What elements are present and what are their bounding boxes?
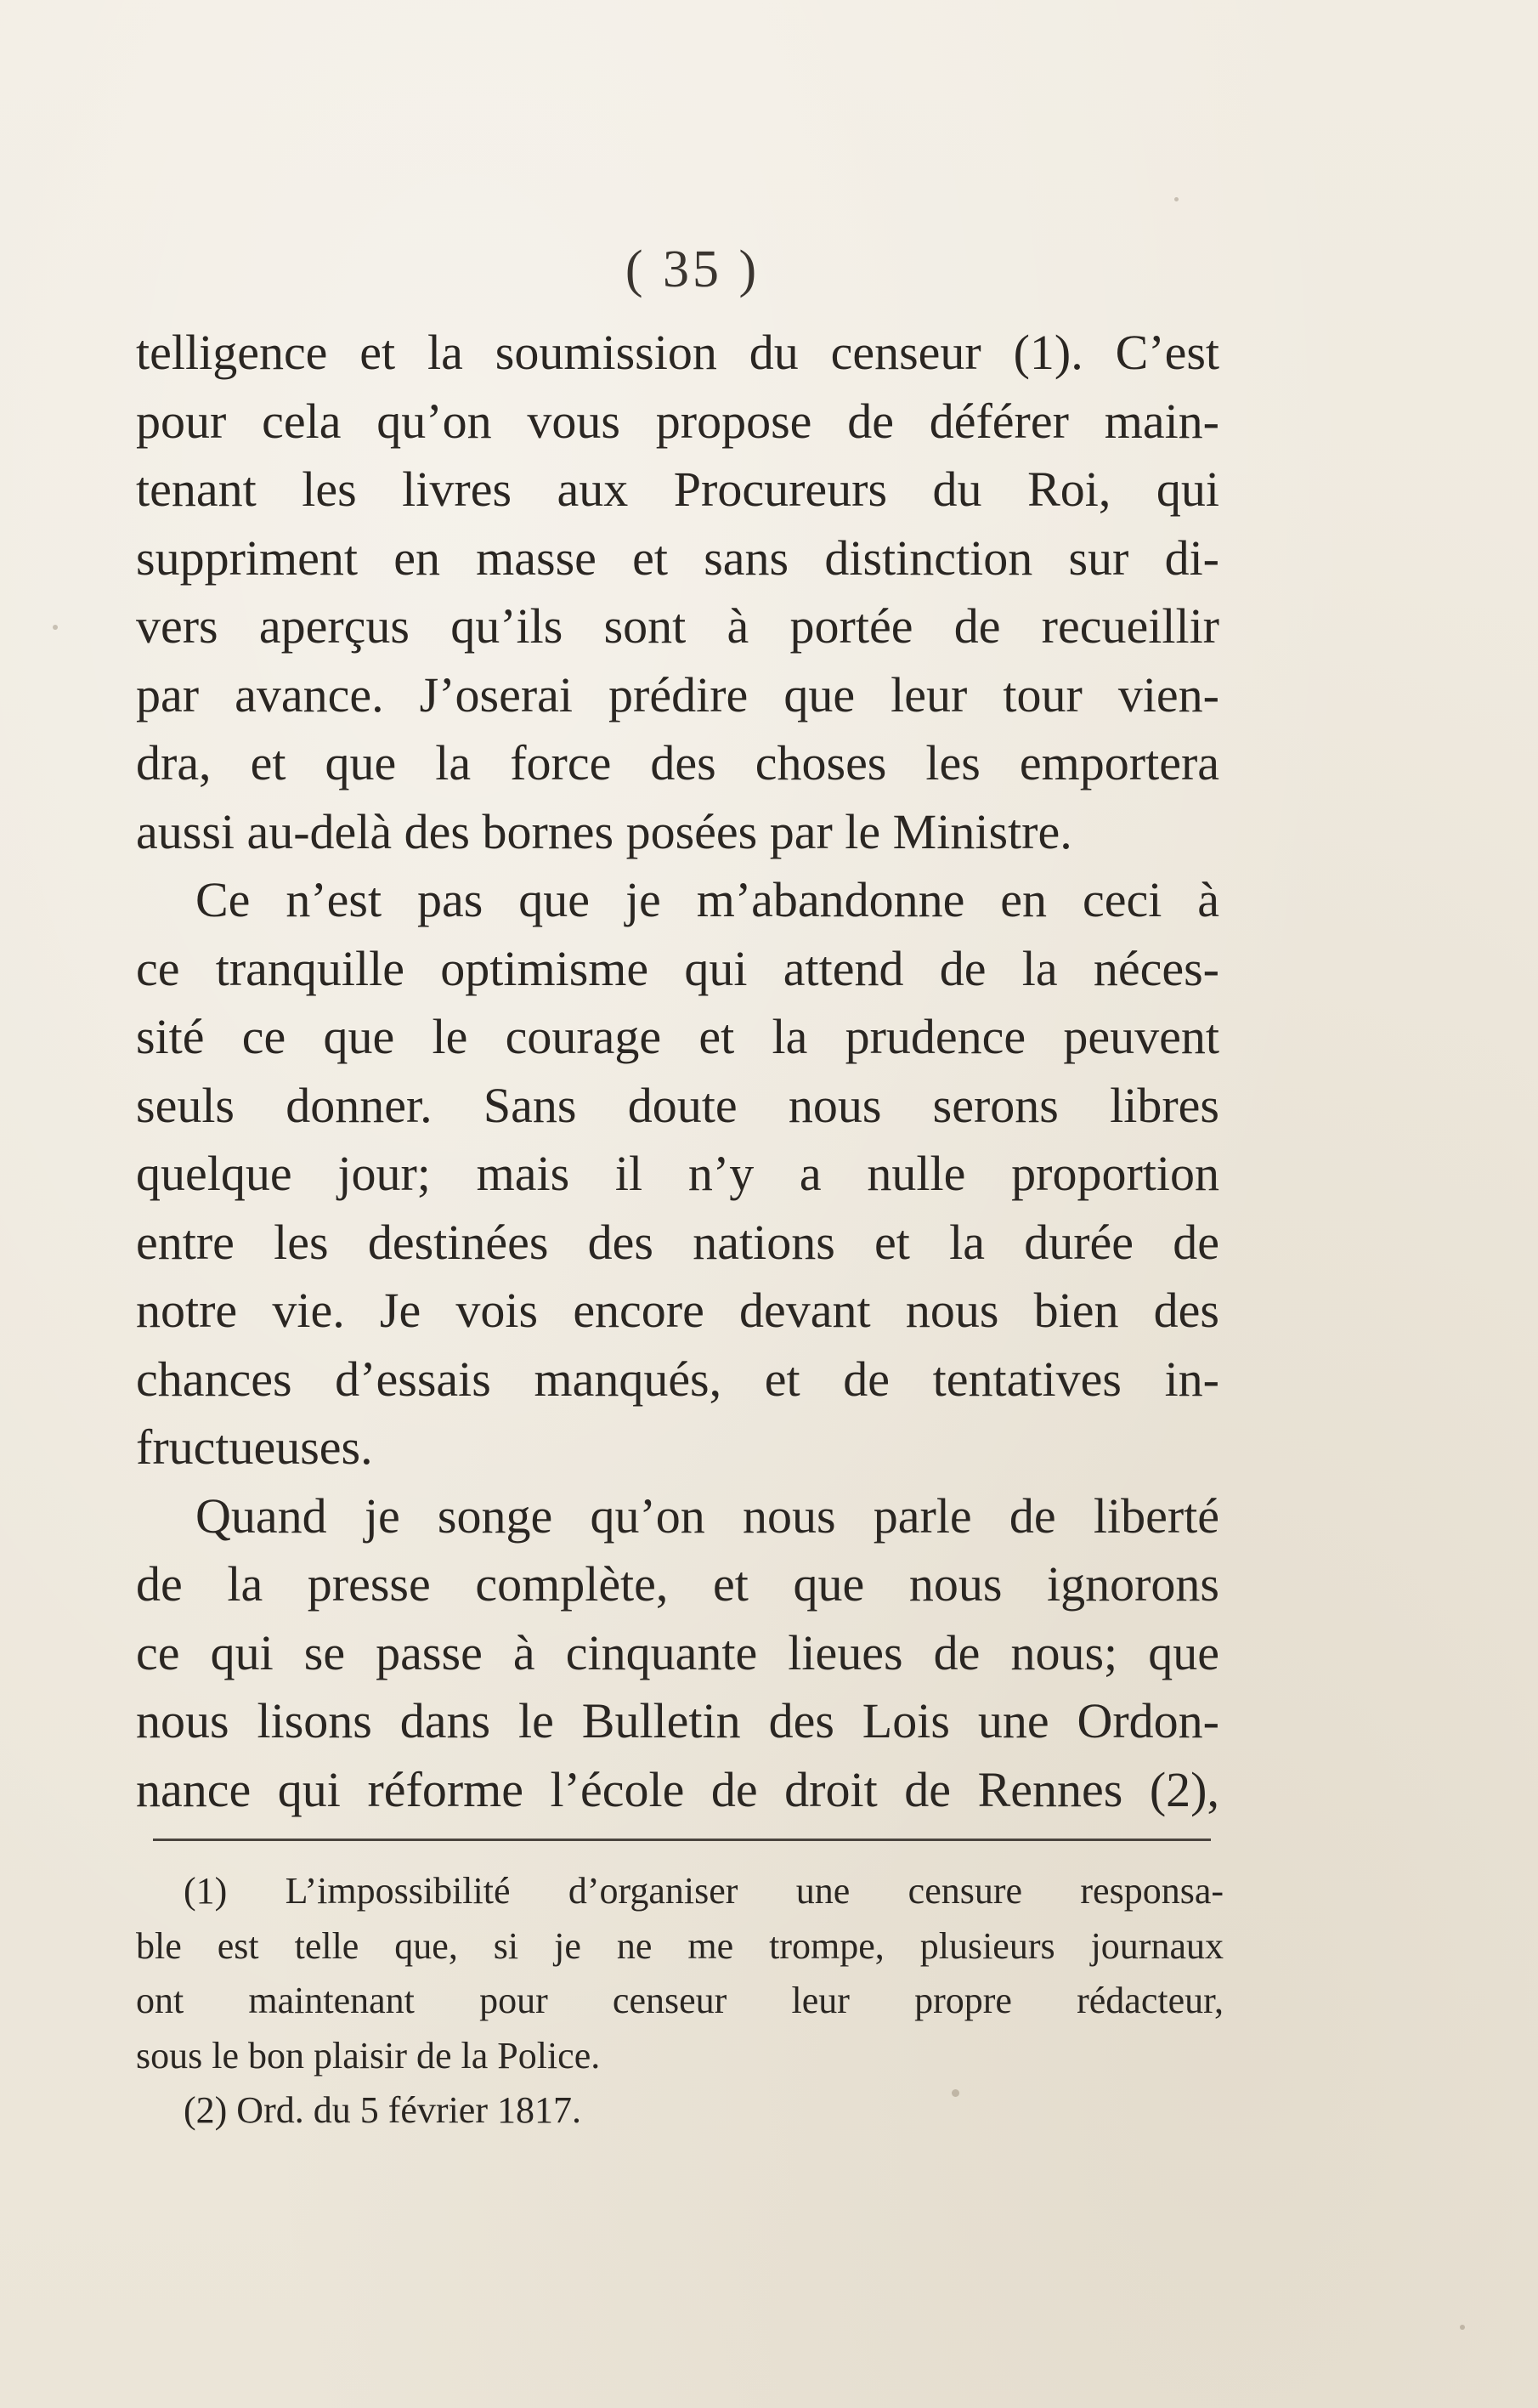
body-line: par avance. J’oserai prédire que leur tour vien- <box>136 666 1219 722</box>
body-line: tenant les livres aux Procureurs du Roi, qui <box>136 462 1219 517</box>
paper-speck <box>1460 2325 1465 2330</box>
body-line: de la presse complète, et que nous ignorons <box>136 1556 1219 1612</box>
body-line: nance qui réforme l’école de droit de Rennes (2), <box>136 1761 1219 1817</box>
body-line: Ce n’est pas que je m’abandonne en ceci à <box>195 872 1219 927</box>
body-line: vers aperçus qu’ils sont à portée de recueillir <box>136 598 1219 654</box>
page-number: ( 35 ) <box>625 241 761 298</box>
body-line: sité ce que le courage et la prudence peuvent <box>136 1009 1219 1064</box>
body-line: ce tranquille optimisme qui attend de la néces- <box>136 940 1219 996</box>
body-line: fructueuses. <box>136 1419 373 1475</box>
body-text <box>136 319 1219 1824</box>
body-line: chances d’essais manqués, et de tentatives in- <box>136 1351 1219 1407</box>
body-line: nous lisons dans le Bulletin des Lois une Ordon- <box>136 1693 1219 1748</box>
body-line: notre vie. Je vois encore devant nous bien des <box>136 1283 1219 1338</box>
paper-speck <box>53 625 58 630</box>
body-line: seuls donner. Sans doute nous serons libres <box>136 1077 1219 1133</box>
body-line: quelque jour; mais il n’y a nulle proportion <box>136 1146 1219 1201</box>
footnote-line: (1) L’impossibilité d’organiser une censure responsa- <box>184 1870 1224 1912</box>
body-line: dra, et que la force des choses les emportera <box>136 735 1219 790</box>
footnote-line: ble est telle que, si je ne me trompe, plusieurs journaux <box>136 1924 1224 1967</box>
footnote-divider <box>153 1839 1211 1841</box>
body-line: pour cela qu’on vous propose de déférer main- <box>136 393 1219 449</box>
body-line: suppriment en masse et sans distinction sur di- <box>136 530 1219 586</box>
body-line: Quand je songe qu’on nous parle de liberté <box>195 1487 1219 1544</box>
body-line: telligence et la soumission du censeur (1). C’est <box>136 325 1219 380</box>
paper-speck <box>1174 197 1179 201</box>
paper-speck <box>952 2089 959 2097</box>
footnote-line: ont maintenant pour censeur leur propre rédacteur, <box>136 1980 1224 2021</box>
body-line: ce qui se passe à cinquante lieues de nous; que <box>136 1624 1219 1680</box>
footnote-line: sous le bon plaisir de la Police. <box>136 2034 601 2077</box>
footnotes <box>136 1864 1224 2139</box>
footnote-line: (2) Ord. du 5 février 1817. <box>184 2089 581 2131</box>
body-line: aussi au-delà des bornes posées par le Ministre. <box>136 803 1072 859</box>
body-line: entre les destinées des nations et la durée de <box>136 1214 1219 1270</box>
